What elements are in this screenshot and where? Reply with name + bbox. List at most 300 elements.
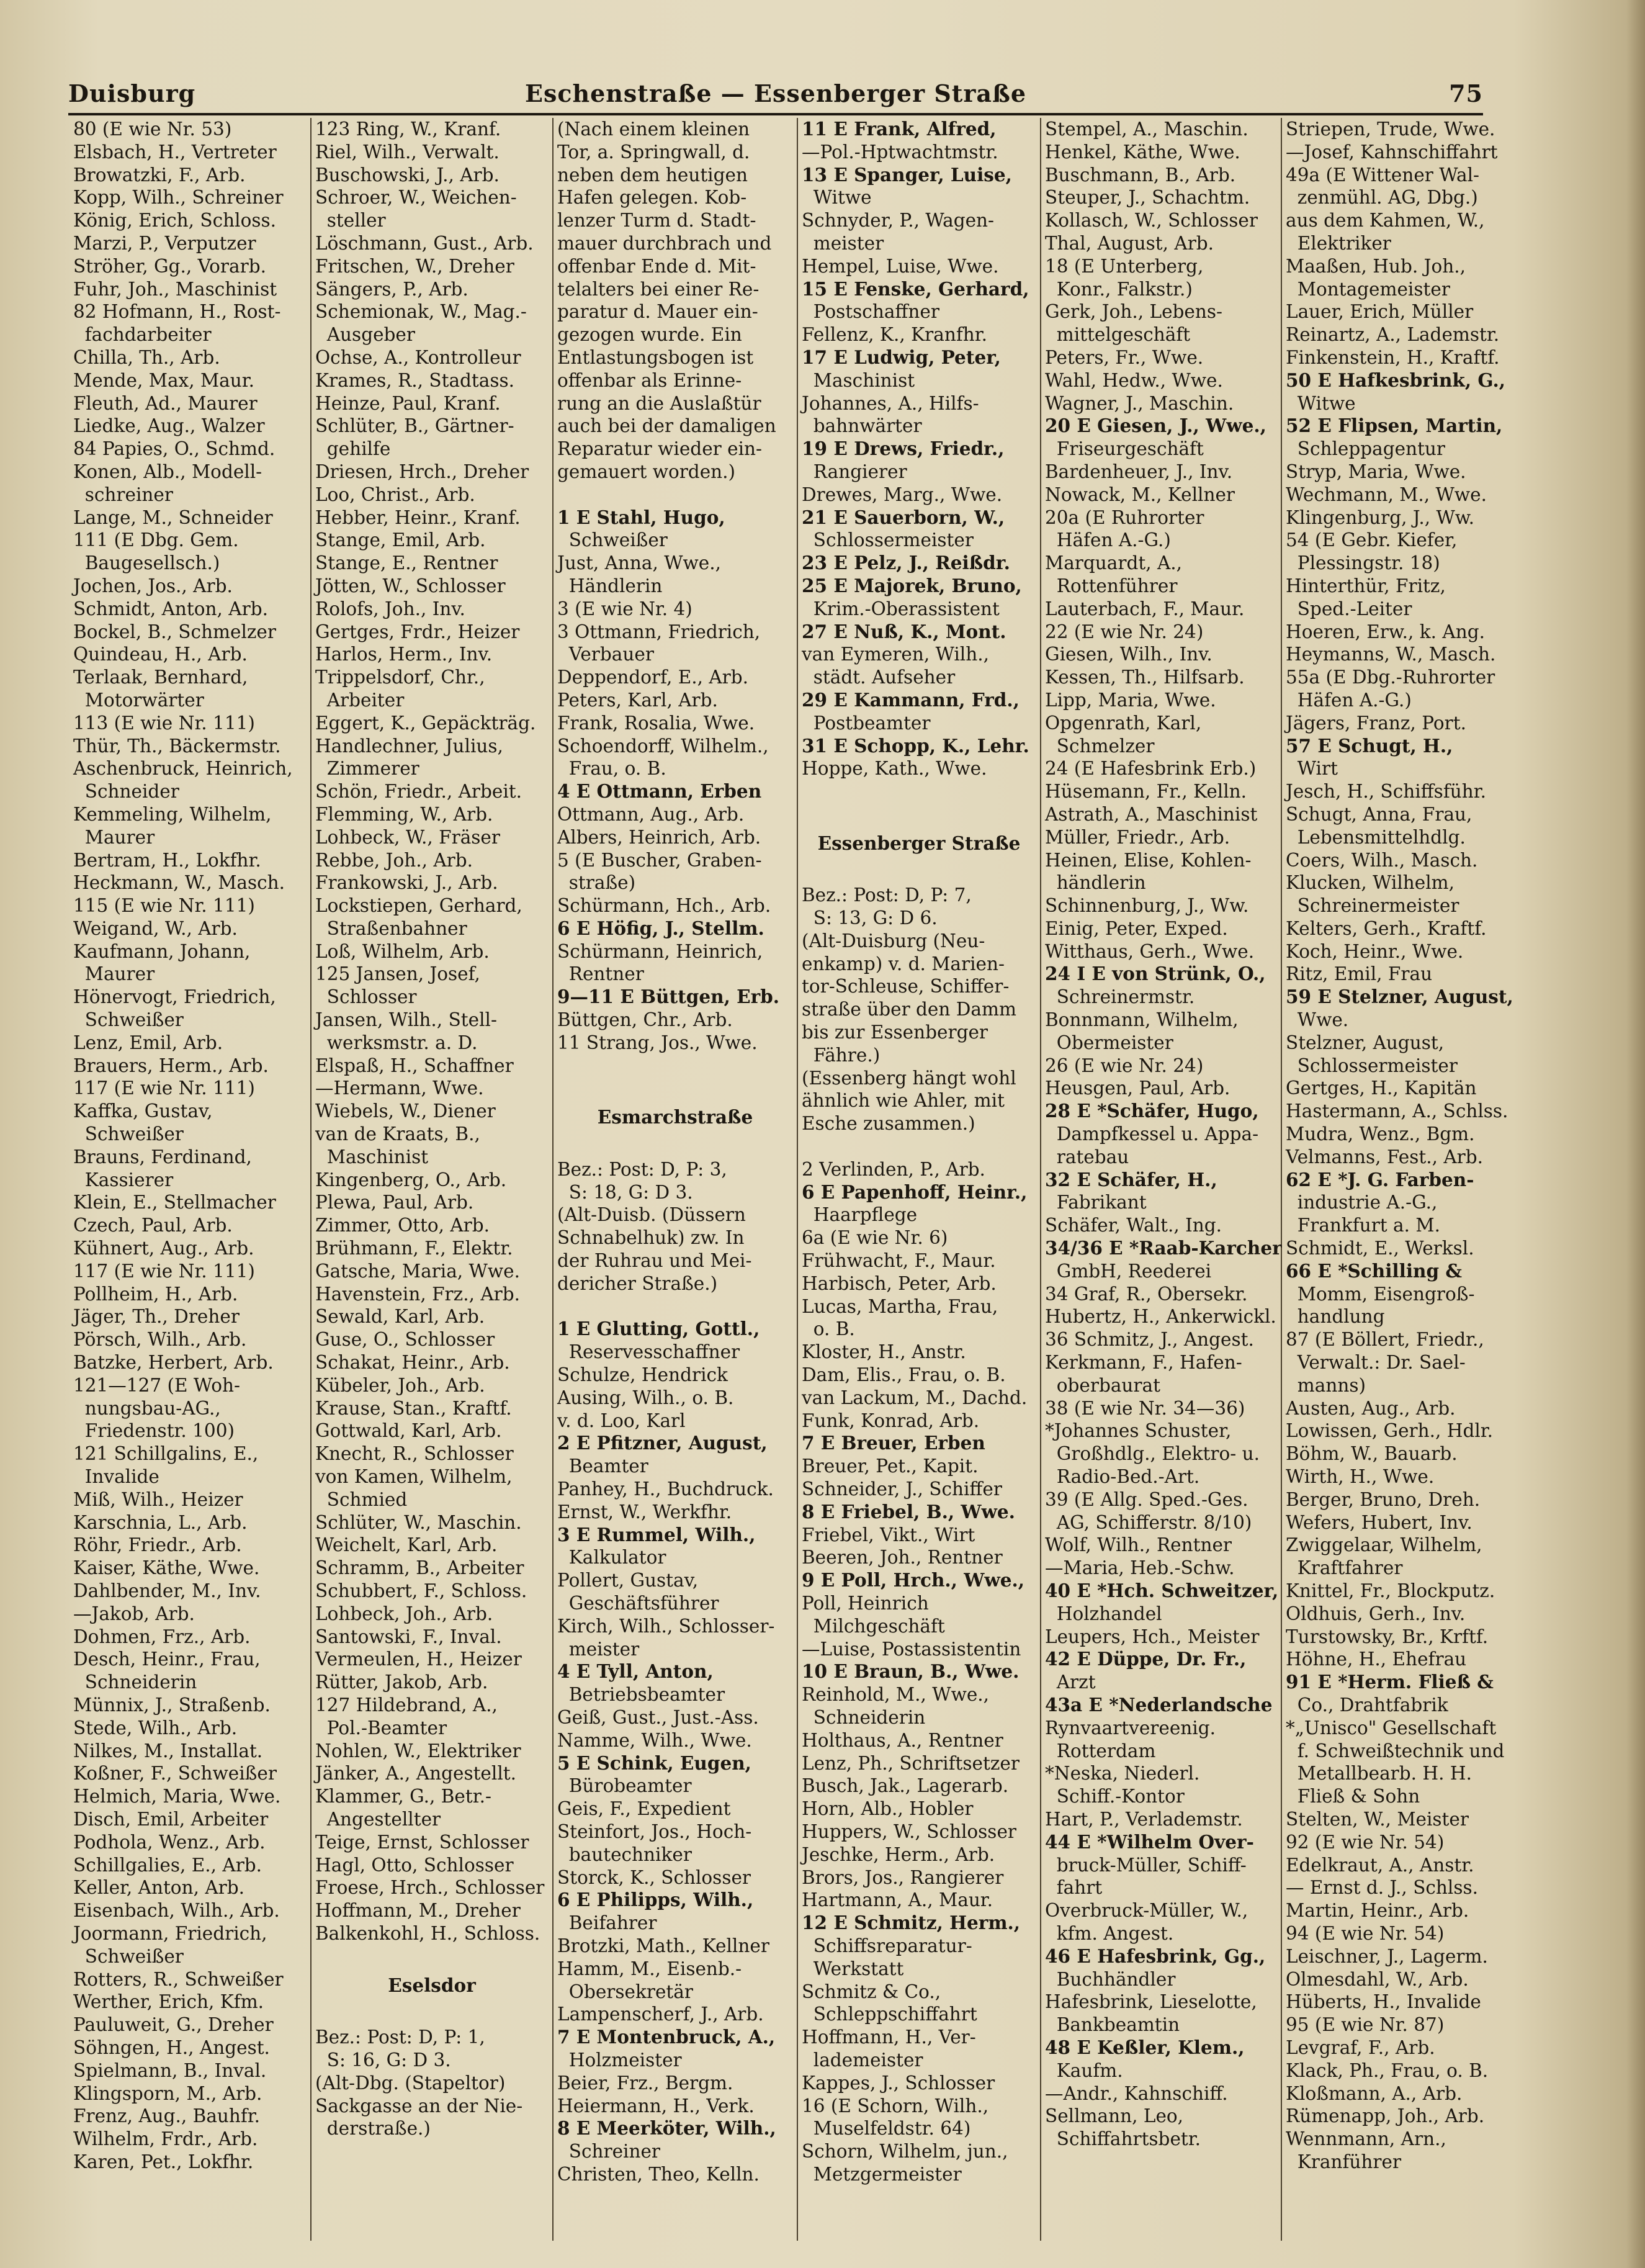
directory-entry: 13 E Spanger, Luise,: [802, 163, 1012, 186]
directory-entry: Schneiderin: [73, 1672, 197, 1693]
directory-entry: Wefers, Hubert, Inv.: [1286, 1511, 1472, 1533]
directory-entry: Schramm, B., Arbeiter: [315, 1557, 524, 1579]
directory-entry: Co., Drahtfabrik: [1286, 1694, 1448, 1716]
directory-entry: Peters, Fr., Wwe.: [1045, 346, 1204, 368]
directory-entry: Klingsporn, M., Arb.: [73, 2082, 262, 2104]
directory-entry: Oldhuis, Gerh., Inv.: [1286, 1603, 1466, 1624]
directory-entry: o. B.: [802, 1318, 855, 1340]
directory-entry: Eggert, K., Gepäckträg.: [315, 712, 536, 734]
directory-entry: Elsbach, H., Vertreter: [73, 141, 277, 163]
directory-entry: 27 E Nuß, K., Mont.: [802, 620, 1006, 642]
directory-entry: Rümenapp, Joh., Arb.: [1286, 2105, 1485, 2127]
directory-entry: Müller, Friedr., Arb.: [1045, 826, 1230, 848]
directory-entry: Sackgasse an der Nie-: [315, 2095, 523, 2117]
directory-entry: Stelten, W., Meister: [1286, 1808, 1469, 1830]
directory-entry: Fließ & Sohn: [1286, 1786, 1420, 1807]
directory-entry: Kessen, Th., Hilfsarb.: [1045, 667, 1245, 688]
directory-entry: 29 E Kammann, Frd.,: [802, 688, 1020, 711]
directory-entry: Schlüter, W., Maschin.: [315, 1511, 522, 1533]
directory-entry: Kirch, Wilh., Schlosser-: [557, 1615, 775, 1637]
directory-entry: 117 (E wie Nr. 111): [73, 1078, 255, 1099]
directory-entry: bautechniker: [557, 1843, 692, 1865]
directory-entry: Wirt: [1286, 758, 1338, 780]
directory-entry: Löschmann, Gust., Arb.: [315, 232, 534, 254]
directory-entry: Schön, Friedr., Arbeit.: [315, 781, 522, 803]
directory-entry: städt. Aufseher: [802, 667, 956, 688]
directory-entry: Postbeamter: [802, 712, 931, 734]
directory-entry: Stange, E., Rentner: [315, 552, 498, 574]
directory-entry: Klammer, G., Betr.-: [315, 1786, 491, 1807]
directory-entry: oberbaurat: [1045, 1374, 1160, 1396]
directory-entry: Sellmann, Leo,: [1045, 2105, 1184, 2127]
directory-entry: Stelzner, August,: [1286, 1032, 1445, 1053]
directory-entry: Fuhr, Joh., Maschinist: [73, 278, 277, 300]
directory-entry: Wahl, Hedw., Wwe.: [1045, 369, 1223, 391]
directory-entry: *Johannes Schuster,: [1045, 1420, 1232, 1442]
directory-entry: Sängers, P., Arb.: [315, 278, 468, 300]
directory-entry: manns): [1286, 1374, 1366, 1396]
directory-entry: Friebel, Vikt., Wirt: [802, 1524, 975, 1546]
directory-entry: Hoeren, Erw., k. Ang.: [1286, 621, 1485, 642]
directory-entry: Huppers, W., Schlosser: [802, 1820, 1017, 1842]
directory-entry: werksmstr. a. D.: [315, 1032, 478, 1053]
directory-entry: Schweißer: [73, 1945, 184, 1967]
directory-entry: schreiner: [73, 484, 173, 505]
directory-entry: — Ernst d. J., Schlss.: [1286, 1877, 1479, 1899]
directory-entry: —Hermann, Wwe.: [315, 1078, 484, 1099]
directory-entry: 15 E Fenske, Gerhard,: [802, 277, 1029, 300]
directory-entry: Wwe.: [1286, 1009, 1349, 1031]
directory-entry: Riel, Wilh., Verwalt.: [315, 141, 500, 163]
directory-entry: Froese, Hrch., Schlosser: [315, 1877, 545, 1899]
directory-entry: Schnabelhuk) zw. In: [557, 1227, 745, 1249]
directory-entry: Krames, R., Stadtass.: [315, 369, 515, 391]
directory-entry: Rotters, R., Schweißer: [73, 1968, 284, 1990]
directory-entry: Bockel, B., Schmelzer: [73, 621, 276, 642]
directory-entry: Kloßmann, A., Arb.: [1286, 2082, 1463, 2104]
directory-entry: Lange, M., Schneider: [73, 506, 273, 528]
directory-entry: —Josef, Kahnschiffahrt: [1286, 141, 1498, 163]
directory-entry: Poll, Heinrich: [802, 1593, 929, 1614]
directory-entry: 6 E Höfig, J., Stellm.: [557, 917, 764, 939]
directory-entry: Dohmen, Frz., Arb.: [73, 1626, 251, 1647]
directory-entry: *„Unisco" Gesellschaft: [1286, 1717, 1497, 1739]
directory-entry: Schreinermeister: [1286, 895, 1459, 917]
directory-entry: 7 E Montenbruck, A.,: [557, 2026, 776, 2048]
directory-entry: Koch, Heinr., Wwe.: [1286, 940, 1464, 962]
directory-entry: Klein, E., Stellmacher: [73, 1192, 276, 1213]
directory-entry: Ritz, Emil, Frau: [1286, 963, 1433, 985]
directory-entry: Brühmann, F., Elektr.: [315, 1238, 513, 1259]
directory-entry: Astrath, A., Maschinist: [1045, 803, 1258, 825]
directory-entry: 7 E Breuer, Erben: [802, 1432, 985, 1454]
directory-entry: Beier, Frz., Bergm.: [557, 2072, 733, 2094]
directory-entry: Gertges, H., Kapitän: [1286, 1078, 1477, 1099]
street-heading: Essenberger Straße: [817, 832, 1021, 854]
directory-entry: Hönervogt, Friedrich,: [73, 986, 276, 1008]
directory-entry: steller: [315, 210, 386, 232]
directory-entry: Dampfkessel u. Appa-: [1045, 1123, 1259, 1145]
directory-entry: Lucas, Martha, Frau,: [802, 1295, 998, 1317]
directory-entry: Schlossermeister: [802, 529, 974, 551]
directory-entry: Frankfurt a. M.: [1286, 1215, 1440, 1236]
directory-entry: Häfen A.-G.): [1045, 529, 1171, 551]
directory-entry: Hastermann, A., Schlss.: [1286, 1100, 1508, 1122]
spacer: [557, 1055, 793, 1078]
directory-entry: Schugt, Anna, Frau,: [1286, 803, 1472, 825]
directory-entry: meister: [557, 1638, 640, 1660]
directory-entry: v. d. Loo, Karl: [557, 1410, 686, 1431]
directory-entry: Schreinermstr.: [1045, 986, 1195, 1008]
directory-entry: Betriebsbeamter: [557, 1684, 725, 1706]
directory-entry: Knecht, R., Schlosser: [315, 1443, 514, 1465]
directory-entry: Kappes, J., Schlosser: [802, 2072, 995, 2094]
directory-entry: Bez.: Post: D, P: 7,: [802, 884, 972, 906]
directory-entry: Straßenbahner: [315, 917, 467, 939]
directory-entry: 5 E Schink, Eugen,: [557, 1752, 751, 1774]
directory-entry: Kaufm.: [1045, 2059, 1123, 2081]
directory-entry: Leupers, Hch., Meister: [1045, 1626, 1260, 1647]
directory-entry: Kaufmann, Johann,: [73, 940, 251, 962]
directory-entry: Schiffahrtsbetr.: [1045, 2128, 1201, 2150]
directory-entry: Fleuth, Ad., Maurer: [73, 392, 258, 414]
directory-entry: 121—127 (E Woh-: [73, 1374, 240, 1396]
directory-entry: offenbar als Erinne-: [557, 369, 742, 391]
directory-entry: van Lackum, M., Dachd.: [802, 1387, 1028, 1408]
directory-entry: Werther, Erich, Kfm.: [73, 1991, 264, 2013]
directory-entry: Motorwärter: [73, 689, 204, 711]
column-3: [554, 118, 798, 2241]
directory-entry: Entlastungsbogen ist: [557, 346, 754, 368]
directory-entry: Schneiderin: [802, 1706, 926, 1728]
directory-entry: Rentner: [557, 963, 644, 985]
spacer: [802, 780, 1036, 803]
directory-entry: Werkstatt: [802, 1958, 904, 1979]
directory-entry: Kranführer: [1286, 2151, 1402, 2172]
directory-entry: Friseurgeschäft: [1045, 438, 1204, 460]
directory-entry: GmbH, Reederei: [1045, 1260, 1212, 1282]
directory-entry: 125 Jansen, Josef,: [315, 963, 480, 985]
directory-entry: Coers, Wilh., Masch.: [1286, 849, 1478, 871]
directory-entry: Friedenstr. 100): [73, 1420, 235, 1442]
directory-entry: Röhr, Friedr., Arb.: [73, 1534, 242, 1556]
directory-entry: Pörsch, Wilh., Arb.: [73, 1329, 247, 1351]
directory-entry: Witwe: [1286, 392, 1356, 414]
directory-entry: lademeister: [802, 2049, 923, 2071]
directory-entry: 84 Papies, O., Schmd.: [73, 438, 276, 460]
directory-entry: Harlos, Herm., Inv.: [315, 644, 493, 665]
directory-entry: —Maria, Heb.-Schw.: [1045, 1557, 1235, 1579]
directory-entry: ratebau: [1045, 1146, 1129, 1168]
directory-entry: Heiermann, H., Verk.: [557, 2095, 755, 2117]
directory-entry: Rangierer: [802, 461, 907, 482]
spacer: [557, 1077, 793, 1100]
directory-entry: Kübeler, Joh., Arb.: [315, 1374, 485, 1396]
directory-entry: Liedke, Aug., Walzer: [73, 415, 265, 437]
directory-entry: 43a E *Nederlandsche: [1045, 1693, 1273, 1716]
directory-entry: Ausgeber: [315, 324, 415, 346]
directory-entry: Teige, Ernst, Schlosser: [315, 1831, 529, 1853]
directory-entry: Gertges, Frdr., Heizer: [315, 621, 520, 642]
directory-entry: 46 E Hafesbrink, Gg.,: [1045, 1945, 1266, 1967]
directory-entry: Lampenscherf, J., Arb.: [557, 2004, 764, 2025]
directory-entry: Bez.: Post: D, P: 3,: [557, 1158, 727, 1180]
directory-entry: Frankowski, J., Arb.: [315, 872, 498, 894]
directory-entry: 4 E Tyll, Anton,: [557, 1660, 714, 1683]
directory-entry: 44 E *Wilhelm Over-: [1045, 1830, 1254, 1853]
directory-entry: Schäfer, Walt., Ing.: [1045, 1215, 1222, 1236]
directory-entry: (Alt-Dbg. (Stapeltor): [315, 2072, 506, 2094]
directory-entry: dericher Straße.): [557, 1272, 718, 1294]
directory-entry: Muselfeldstr. 64): [802, 2118, 971, 2140]
directory-entry: aus dem Kahmen, W.,: [1286, 210, 1485, 232]
directory-entry: Esche zusammen.): [802, 1113, 975, 1135]
directory-entry: Lauer, Erich, Müller: [1286, 301, 1474, 323]
directory-entry: Stryp, Maria, Wwe.: [1286, 461, 1466, 482]
directory-entry: Velmanns, Fest., Arb.: [1286, 1146, 1484, 1168]
directory-entry: Rütter, Jakob, Arb.: [315, 1672, 488, 1693]
directory-entry: Pauluweit, G., Dreher: [73, 2014, 274, 2036]
city-name: Duisburg: [68, 79, 196, 107]
directory-entry: —Pol.-Hptwachtmstr.: [802, 141, 998, 163]
directory-entry: Flemming, W., Arb.: [315, 803, 493, 825]
directory-entry: Dam, Elis., Frau, o. B.: [802, 1364, 1006, 1386]
directory-entry: 10 E Braun, B., Wwe.: [802, 1660, 1020, 1683]
directory-entry: Hebber, Heinr., Kranf.: [315, 506, 521, 528]
directory-entry: Browatzki, F., Arb.: [73, 164, 246, 186]
directory-entry: Gerk, Joh., Lebens-: [1045, 301, 1222, 323]
directory-entry: Rotterdam: [1045, 1740, 1156, 1762]
directory-entry: Podhola, Wenz., Arb.: [73, 1831, 266, 1853]
directory-entry: offenbar Ende d. Mit-: [557, 255, 756, 277]
directory-entry: Mudra, Wenz., Bgm.: [1286, 1123, 1475, 1145]
directory-entry: 16 (E Schorn, Wilh.,: [802, 2095, 989, 2117]
directory-entry: Levgraf, F., Arb.: [1286, 2036, 1435, 2058]
directory-entry: Wilhelm, Frdr., Arb.: [73, 2128, 258, 2150]
directory-entry: Invalide: [73, 1466, 159, 1488]
directory-entry: Metallbearb. H. H.: [1286, 1763, 1472, 1784]
directory-entry: Ströher, Gg., Vorarb.: [73, 255, 266, 277]
directory-entry: handlung: [1286, 1306, 1385, 1328]
directory-entry: Schmidt, Anton, Arb.: [73, 598, 268, 619]
directory-entry: Schleppschiffahrt: [802, 2004, 977, 2025]
directory-entry: Witwe: [802, 187, 872, 209]
directory-entry: 80 (E wie Nr. 53): [73, 119, 232, 140]
directory-entry: Hoffmann, H., Ver-: [802, 2027, 976, 2048]
directory-entry: nungsbau-AG.,: [73, 1397, 221, 1419]
street-range: Eschenstraße — Essenberger Straße: [524, 79, 1027, 107]
column-1: [69, 118, 312, 2241]
directory-entry: Schemionak, W., Mag.-: [315, 301, 527, 323]
directory-entry: Fellenz, K., Kranfhr.: [802, 324, 987, 346]
directory-entry: Kaiser, Käthe, Wwe.: [73, 1557, 260, 1579]
directory-entry: Schorn, Wilhelm, jun.,: [802, 2141, 1008, 2162]
directory-entry: 42 E Düppe, Dr. Fr.,: [1045, 1648, 1247, 1670]
page-number: 75: [1449, 79, 1483, 107]
directory-entry: Klack, Ph., Frau, o. B.: [1286, 2059, 1489, 2081]
directory-entry: Zimmer, Otto, Arb.: [315, 1215, 490, 1236]
directory-entry: Kalkulator: [557, 1547, 666, 1568]
directory-entry: Hartmann, A., Maur.: [802, 1889, 993, 1911]
directory-entry: Giesen, Wilh., Inv.: [1045, 644, 1212, 665]
directory-entry: Schakat, Heinr., Arb.: [315, 1352, 510, 1374]
directory-entry: 50 E Hafkesbrink, G.,: [1286, 369, 1506, 391]
spacer: [802, 862, 1036, 884]
directory-entry: Schneider: [73, 781, 179, 803]
directory-entry: Deppendorf, E., Arb.: [557, 667, 749, 688]
directory-entry: Beifahrer: [557, 1912, 657, 1934]
directory-entry: 91 E *Herm. Fließ &: [1286, 1671, 1494, 1693]
directory-entry: (Alt-Duisb. (Düssern: [557, 1204, 746, 1226]
directory-entry: 52 E Flipsen, Martin,: [1286, 415, 1503, 437]
directory-entry: bahnwärter: [802, 415, 922, 437]
directory-entry: Krim.-Oberassistent: [802, 598, 1000, 619]
directory-entry: Obersekretär: [557, 1981, 693, 2002]
directory-entry: (Essenberg hängt wohl: [802, 1067, 1016, 1089]
directory-entry: Nowack, M., Kellner: [1045, 484, 1235, 505]
directory-entry: enkamp) v. d. Marien-: [802, 953, 1005, 974]
directory-entry: Beamter: [557, 1456, 648, 1477]
directory-entry: Fabrikant: [1045, 1192, 1147, 1213]
street-heading: Eselsdor: [388, 1974, 476, 1996]
directory-entry: Schinnenburg, J., Ww.: [1045, 895, 1249, 917]
directory-entry: 38 (E wie Nr. 34—36): [1045, 1397, 1245, 1419]
directory-entry: Lebensmittelhdlg.: [1286, 826, 1466, 848]
directory-entry: Marzi, P., Verputzer: [73, 232, 256, 254]
directory-entry: Maschinist: [802, 369, 915, 391]
directory-entry: Kerkmann, F., Hafen-: [1045, 1352, 1242, 1374]
directory-entry: Holzmeister: [557, 2049, 682, 2071]
spacer: [557, 484, 793, 506]
directory-entry: Spielmann, B., Inval.: [73, 2059, 267, 2081]
directory-entry: Montagemeister: [1286, 278, 1450, 300]
directory-entry: Drewes, Marg., Wwe.: [802, 484, 1003, 505]
directory-entry: Ottmann, Aug., Arb.: [557, 803, 745, 825]
directory-entry: 20a (E Ruhrorter: [1045, 506, 1204, 528]
directory-entry: Großhdlg., Elektro- u.: [1045, 1443, 1260, 1465]
directory-entry: 94 (E wie Nr. 54): [1286, 1922, 1445, 1944]
street-heading: Esmarchstraße: [597, 1106, 753, 1128]
directory-entry: Olmesdahl, W., Arb.: [1286, 1968, 1469, 1990]
directory-entry: Ernst, W., Werkfhr.: [557, 1501, 732, 1523]
directory-entry: Disch, Emil, Arbeiter: [73, 1808, 269, 1830]
directory-entry: Kopp, Wilh., Schreiner: [73, 187, 284, 209]
directory-entry: 6 E Philipps, Wilh.,: [557, 1889, 754, 1911]
directory-entry: Klucken, Wilhelm,: [1286, 872, 1455, 894]
directory-entry: 1 E Glutting, Gottl.,: [557, 1318, 760, 1340]
directory-entry: Hoppe, Kath., Wwe.: [802, 758, 987, 780]
directory-entry: Kloster, H., Anstr.: [802, 1341, 966, 1363]
spacer: [802, 803, 1036, 826]
directory-entry: Jeschke, Herm., Arb.: [802, 1843, 995, 1865]
directory-entry: Milchgeschäft: [802, 1615, 945, 1637]
directory-entry: Frau, o. B.: [557, 758, 666, 780]
directory-entry: von Kamen, Wilhelm,: [315, 1466, 513, 1488]
directory-entry: Verwalt.: Dr. Sael-: [1286, 1352, 1466, 1374]
directory-entry: S: 13, G: D 6.: [802, 907, 938, 929]
directory-entry: Helmich, Maria, Wwe.: [73, 1786, 281, 1807]
directory-entry: Baugesellsch.): [73, 552, 220, 574]
directory-entry: 62 E *J. G. Farben-: [1286, 1168, 1474, 1190]
directory-entry: Brors, Jos., Rangierer: [802, 1866, 1004, 1888]
directory-entry: Schweißer: [73, 1009, 184, 1031]
directory-entry: Havenstein, Frz., Arb.: [315, 1283, 520, 1305]
directory-entry: Schoendorff, Wilhelm.,: [557, 735, 769, 757]
directory-entry: Schroer, W., Weichen-: [315, 187, 517, 209]
directory-entry: 1 E Stahl, Hugo,: [557, 506, 725, 528]
directory-entry: 123 Ring, W., Kranf.: [315, 119, 501, 140]
directory-entry: Hagl, Otto, Schlosser: [315, 1854, 514, 1876]
directory-entry: 20 E Giesen, J., Wwe.,: [1045, 415, 1266, 437]
directory-entry: 3 Ottmann, Friedrich,: [557, 621, 761, 642]
directory-entry: Batzke, Herbert, Arb.: [73, 1352, 274, 1374]
directory-entry: mauer durchbrach und: [557, 232, 772, 254]
directory-entry: 121 Schillgalins, E.,: [73, 1443, 259, 1465]
directory-entry: 48 E Keßler, Klem.,: [1045, 2036, 1245, 2058]
directory-entry: Rebbe, Joh., Arb.: [315, 849, 473, 871]
directory-entry: Schmelzer: [1045, 735, 1155, 757]
directory-entry: van de Kraats, B.,: [315, 1123, 480, 1145]
directory-entry: Knittel, Fr., Blockputz.: [1286, 1580, 1495, 1601]
directory-entry: Arbeiter: [315, 689, 405, 711]
directory-entry: Lipp, Maria, Wwe.: [1045, 689, 1216, 711]
directory-entry: Schmied: [315, 1488, 408, 1510]
directory-entry: Jansen, Wilh., Stell-: [315, 1009, 497, 1031]
directory-entry: Höhne, H., Ehefrau: [1286, 1649, 1467, 1670]
directory-entry: Geschäftsführer: [557, 1593, 719, 1614]
directory-entry: Bardenheuer, J., Inv.: [1045, 461, 1233, 482]
directory-entry: Thal, August, Arb.: [1045, 232, 1214, 254]
directory-entry: Overbruck-Müller, W.,: [1045, 1900, 1248, 1922]
directory-entry: Opgenrath, Karl,: [1045, 712, 1202, 734]
directory-entry: Maurer: [73, 826, 155, 848]
directory-entry: Hinterthür, Fritz,: [1286, 575, 1446, 596]
directory-entry: Brauns, Ferdinand,: [73, 1146, 252, 1168]
directory-entry: Terlaak, Bernhard,: [73, 667, 248, 688]
directory-entry: 111 (E Dbg. Gem.: [73, 529, 239, 551]
directory-entry: zenmühl. AG, Dbg.): [1286, 187, 1478, 209]
directory-entry: gezogen wurde. Ein: [557, 324, 742, 346]
directory-entry: 6a (E wie Nr. 6): [802, 1227, 948, 1249]
directory-entry: Obermeister: [1045, 1032, 1173, 1053]
column-5: [1041, 118, 1282, 2241]
directory-entry: Wirth, H., Wwe.: [1286, 1466, 1435, 1488]
directory-entry: Eisenbach, Wilh., Arb.: [73, 1900, 280, 1922]
directory-entry: Bertram, H., Lokfhr.: [73, 849, 261, 871]
directory-entry: Hubertz, H., Ankerwickl.: [1045, 1306, 1276, 1328]
directory-entry: Hamm, M., Eisenb.-: [557, 1958, 742, 1979]
directory-entry: 49a (E Wittener Wal-: [1286, 164, 1480, 186]
directory-entry: Bonnmann, Wilhelm,: [1045, 1009, 1239, 1031]
directory-entry: 4 E Ottmann, Erben: [557, 780, 762, 803]
directory-entry: Postschaffner: [802, 301, 939, 323]
directory-entry: Buchhändler: [1045, 1968, 1176, 1990]
directory-entry: Koßner, F., Schweißer: [73, 1763, 277, 1784]
directory-entry: fahrt: [1045, 1877, 1103, 1899]
directory-entry: f. Schweißtechnik und: [1286, 1740, 1505, 1762]
directory-entry: neben dem heutigen: [557, 164, 748, 186]
directory-entry: meister: [802, 232, 884, 254]
directory-entry: Loo, Christ., Arb.: [315, 484, 475, 505]
directory-entry: Konen, Alb., Modell-: [73, 461, 262, 482]
directory-entry: Rolofs, Joh., Inv.: [315, 598, 465, 619]
directory-entry: der Ruhrau und Mei-: [557, 1250, 752, 1272]
directory-entry: Marquardt, A.,: [1045, 552, 1183, 574]
directory-entry: 113 (E wie Nr. 111): [73, 712, 255, 734]
directory-entry: 23 E Pelz, J., Reißdr.: [802, 552, 1010, 574]
directory-entry: 59 E Stelzner, August,: [1286, 986, 1513, 1008]
directory-entry: Storck, K., Schlosser: [557, 1866, 751, 1888]
